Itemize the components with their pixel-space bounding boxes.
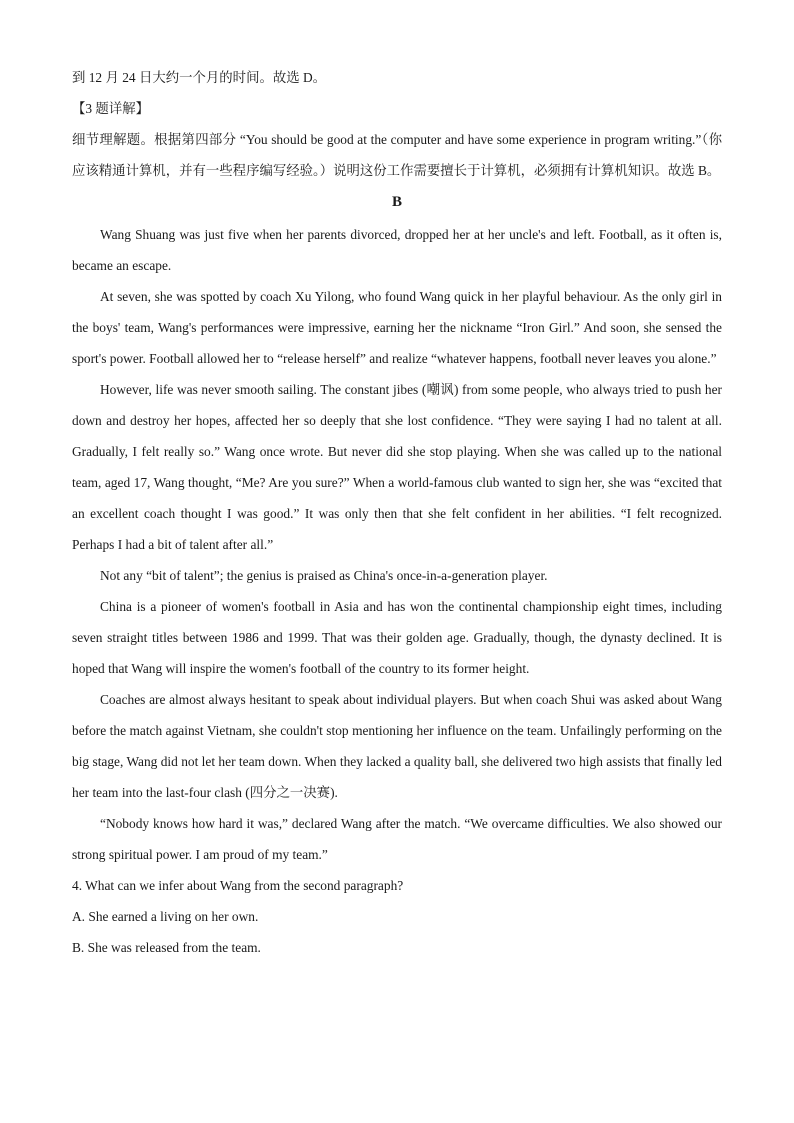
- detail-text-3: 细节理解题。根据第四部分 “You should be good at the computer and have some experience in program writing.”（你应该精通计算机，并有一些程序编写经验。）说明这份工作需要擅长于计算机，必须拥有计算机知识。故选 B。: [72, 132, 722, 178]
- passage-paragraph-5: China is a pioneer of women's football in Asia and has won the continental championship eight times, including seven straight titles between 1986 and 1999. That was their golden age. Gradually, though, the dynasty declined. It is hoped that Wang will inspire the women's football of the country to its former height.: [72, 599, 722, 676]
- document-page: [72, 62, 722, 963]
- passage-paragraph-7: “Nobody knows how hard it was,” declared Wang after the match. “We overcame difficulties. We also showed our strong spiritual power. I am proud of my team.”: [72, 816, 722, 862]
- passage-paragraph-4: Not any “bit of talent”; the genius is praised as China's once-in-a-generation player.: [100, 568, 548, 583]
- question-option-b: B. She was released from the team.: [72, 940, 261, 955]
- answer-line-1: 到 12 月 24 日大约一个月的时间。故选 D。: [72, 70, 327, 85]
- passage-letter: B: [391, 194, 402, 210]
- passage-paragraph-2: At seven, she was spotted by coach Xu Yilong, who found Wang quick in her playful behaviour. As the only girl in the boys' team, Wang's performances were impressive, earning her the nickname “Iron Girl.” And soon, she sensed the sport's power. Football allowed her to “release herself” and realize “whatever happens, football never leaves you alone.”: [72, 289, 722, 366]
- passage-paragraph-6: Coaches are almost always hesitant to speak about individual players. But when coach Shui was asked about Wang before the match against Vietnam, she couldn't stop mentioning her influence on the team. Unfailingly performing on the big stage, Wang did not let her team down. When they lacked a quality ball, she delivered two high assists that finally led her team into the last-four clash (四分之一决赛).: [72, 692, 722, 800]
- detail-heading-3: 【3 题详解】: [72, 101, 149, 116]
- passage-paragraph-1: Wang Shuang was just five when her parents divorced, dropped her at her uncle's and left. Football, as it often is, became an escape.: [72, 227, 722, 273]
- question-option-a: A. She earned a living on her own.: [72, 909, 259, 924]
- passage-paragraph-3: However, life was never smooth sailing. The constant jibes (嘲讽) from some people, who always tried to push her down and destroy her hopes, affected her so deeply that she lost confidence. “They were saying I had no talent at all. Gradually, I felt really so.” Wang once wrote. But never did she stop playing. When she was called up to the national team, aged 17, Wang thought, “Me? Are you sure?” When a world-famous club wanted to sign her, she was “excited that an excellent coach thought I was good.” It was only then that she felt confident in her abilities. “I felt recognized. Perhaps I had a bit of talent after all.”: [72, 382, 722, 552]
- question-stem: 4. What can we infer about Wang from the second paragraph?: [72, 878, 404, 893]
